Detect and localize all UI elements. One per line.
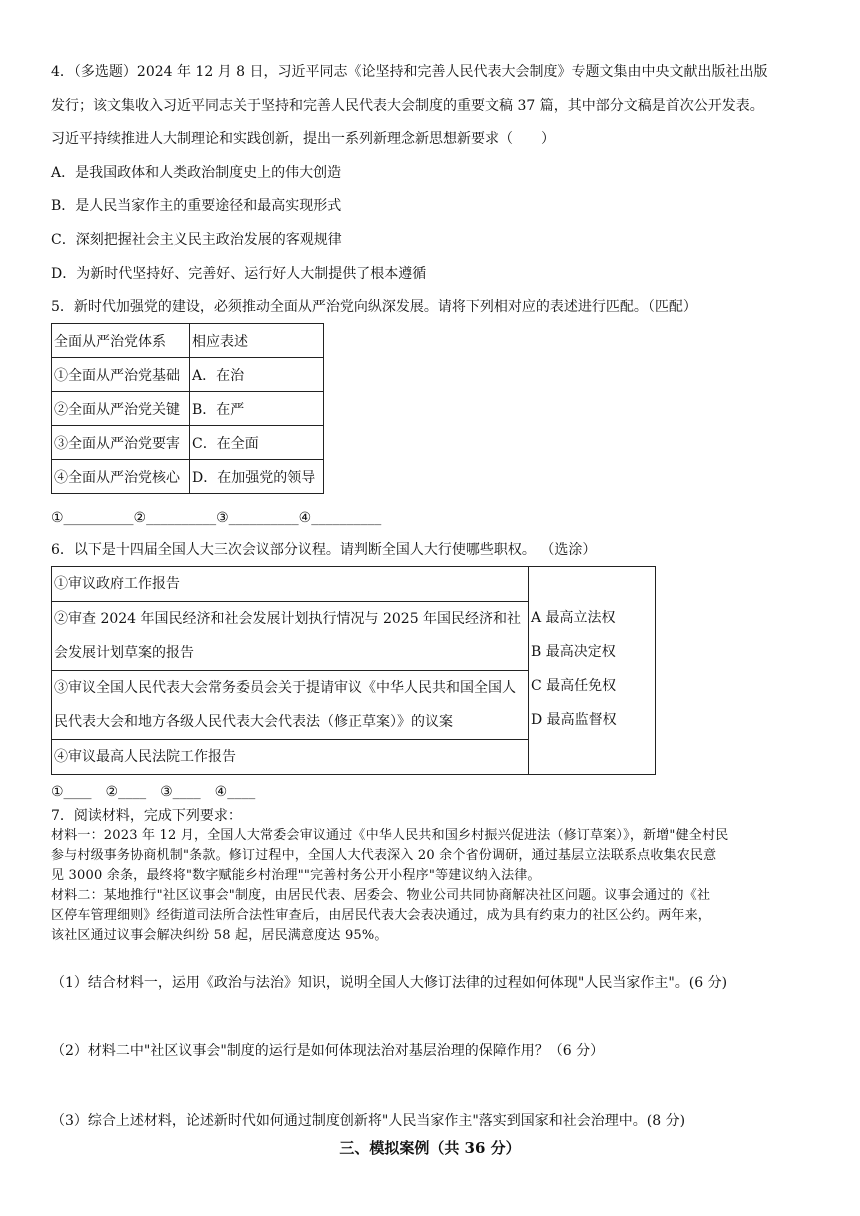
q4-stem-line3: 习近平持续推进人大制理论和实践创新，提出一系列新理念新思想新要求（ ） [51, 131, 555, 147]
table-cell: ②全面从严治党关键 [52, 392, 190, 426]
q7-sub3: （3）综合上述材料，论述新时代如何通过制度创新将"人民当家作主"落实到国家和社会治理中。(8 分) [51, 1113, 686, 1129]
powers-cell [529, 567, 656, 775]
agenda-item: ②审查 2024 年国民经济和社会发展计划执行情况与 2025 年国民经济和社会发展计划草案的报告 [52, 602, 529, 671]
q4-option-a: A．是我国政体和人类政治制度史上的伟大创造 [51, 165, 342, 181]
q5-match-table [51, 323, 324, 494]
q6-answer-line[interactable]: ①____ ②____ ③____ ④____ [51, 784, 256, 800]
table-cell: ③全面从严治党要害 [52, 426, 190, 460]
table-cell: A．在治 [190, 358, 324, 392]
q4-option-b: B．是人民当家作主的重要途径和最高实现形式 [51, 198, 342, 214]
q5-stem: 5．新时代加强党的建设，必须推动全面从严治党向纵深发展。请将下列相对应的表述进行匹配。（匹配） [51, 299, 697, 315]
table-cell: C．在全面 [190, 426, 324, 460]
material1-line3: 见 3000 余条，最终将"数字赋能乡村治理""完善村务公开小程序"等建议纳入法律。 [51, 868, 541, 883]
material2-line3: 该社区通过议事会解决纠纷 58 起，居民满意度达 95%。 [51, 928, 388, 943]
table-row [52, 324, 324, 358]
power-option: D 最高监督权 [531, 712, 617, 728]
table-row [52, 392, 324, 426]
power-option: A 最高立法权 [531, 610, 616, 626]
q4-stem-line1: 4．（多选题）2024 年 12 月 8 日，习近平同志《论坚持和完善人民代表大会制度》专题文集由中央文献出版社出版 [51, 64, 768, 80]
q4-option-d: D．为新时代坚持好、完善好、运行好人大制提供了根本遵循 [51, 266, 427, 282]
q7-stem: 7．阅读材料，完成下列要求： [51, 808, 242, 824]
section-heading: 三、模拟案例（共 36 分） [339, 1139, 521, 1157]
material2-line1: 材料二：某地推行"社区议事会"制度，由居民代表、居委会、物业公司共同协商解决社区问题。议事会通过的《社 [51, 888, 711, 903]
material2-line2: 区停车管理细则》经街道司法所合法性审查后，由居民代表大会表决通过，成为具有约束力的社区公约。两年来， [51, 908, 712, 923]
table-cell: ④全面从严治党核心 [52, 460, 190, 494]
q7-sub1: （1）结合材料一，运用《政治与法治》知识，说明全国人大修订法律的过程如何体现"人民当家作主"。(6 分) [51, 975, 728, 991]
table-header-cell: 相应表述 [190, 324, 324, 358]
power-option: B 最高决定权 [531, 644, 616, 660]
agenda-item: ③审议全国人民代表大会常务委员会关于提请审议《中华人民共和国全国人民代表大会和地方各级人民代表大会代表法（修正草案）》的议案 [52, 671, 529, 740]
q5-answer-line[interactable]: ①__________②__________③__________④__________ [51, 510, 382, 526]
table-row [52, 460, 324, 494]
q6-stem: 6．以下是十四届全国人大三次会议部分议程。请判断全国人大行使哪些职权。 （选涂） [51, 542, 597, 558]
table-row [52, 426, 324, 460]
agenda-item: ①审议政府工作报告 [52, 567, 529, 602]
agenda-item: ④审议最高人民法院工作报告 [52, 740, 529, 775]
material1-line2: 参与村级事务协商机制"条款。修订过程中，全国人大代表深入 20 余个省份调研，通过基层立法联系点收集农民意 [51, 848, 717, 863]
table-header-cell: 全面从严治党体系 [52, 324, 190, 358]
table-row [52, 358, 324, 392]
table-cell: ①全面从严治党基础 [52, 358, 190, 392]
q4-option-c: C．深刻把握社会主义民主政治发展的客观规律 [51, 232, 342, 248]
power-option: C 最高任免权 [531, 678, 617, 694]
q6-agenda-table [51, 566, 656, 775]
q7-sub2: （2）材料二中"社区议事会"制度的运行是如何体现法治对基层治理的保障作用？（6 分） [51, 1043, 605, 1059]
table-cell: D．在加强党的领导 [190, 460, 324, 494]
table-row [52, 567, 656, 602]
q4-stem-line2: 发行；该文集收入习近平同志关于坚持和完善人民代表大会制度的重要文稿 37 篇，其中部分文稿是首次公开发表。 [51, 98, 764, 114]
material1-line1: 材料一：2023 年 12 月，全国人大常委会审议通过《中华人民共和国乡村振兴促进法（修订草案）》，新增"健全村民 [51, 828, 729, 843]
table-cell: B．在严 [190, 392, 324, 426]
